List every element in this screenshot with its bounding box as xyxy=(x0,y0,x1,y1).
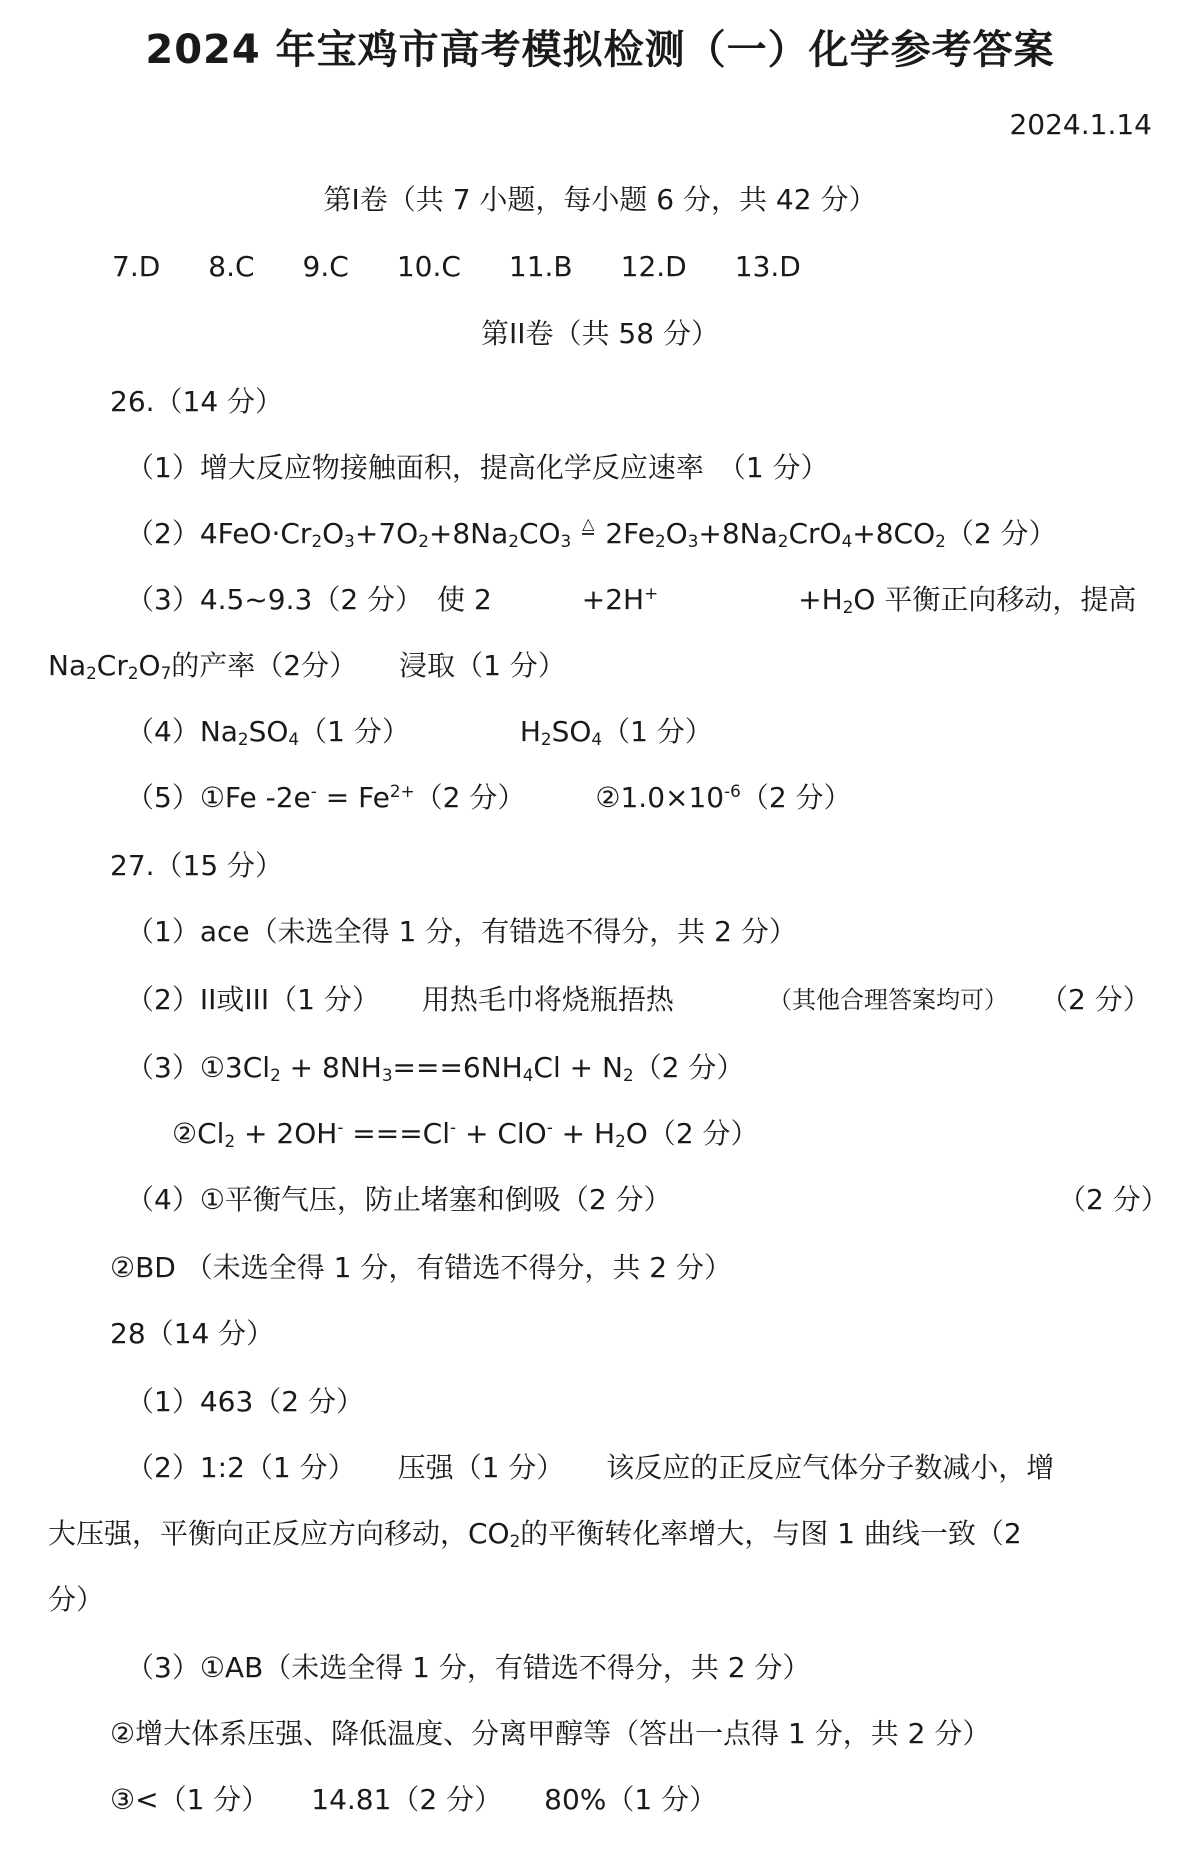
page-title: 2024 年宝鸡市高考模拟检测（一）化学参考答案 xyxy=(145,27,1055,73)
q27-answer-2: （2）II或III（1 分） 用热毛巾将烧瓶捂热 xyxy=(126,983,674,1016)
answer-8: 8.C xyxy=(208,250,255,283)
q27-heading: 27.（15 分） xyxy=(110,849,284,882)
answer-9: 9.C xyxy=(302,250,349,283)
q28-answer-3-1: （3）①AB（未选全得 1 分，有错选不得分，共 2 分） xyxy=(126,1651,811,1684)
answer-13: 13.D xyxy=(734,250,801,283)
q27-answer-2-note: （其他合理答案均可） xyxy=(768,986,1008,1014)
multiple-choice-answers xyxy=(112,250,801,283)
answer-10: 10.C xyxy=(396,250,461,283)
part2-heading: 第II卷（共 58 分） xyxy=(481,317,719,350)
heat-symbol: △ xyxy=(582,514,595,533)
q27-answer-4-1-score: （2 分） xyxy=(1058,1183,1169,1216)
part1-heading: 第I卷（共 7 小题，每小题 6 分，共 42 分） xyxy=(323,183,877,216)
q26-answer-2: $(2)4FeO\cdot Cr_2O_3+7O_2+8Na_2CO_3$ △ $2Fe_2O_3+8Na_2CrO_4+8CO_2(2$ 分） xyxy=(126,514,1057,551)
q27-answer-4-1: （4）①平衡气压，防止堵塞和倒吸（2 分） xyxy=(126,1183,672,1216)
q27-answer-4-2: ②BD （未选全得 1 分，有错选不得分，共 2 分） xyxy=(110,1251,733,1284)
q28-heading: 28（14 分） xyxy=(110,1317,275,1350)
q26-answer-4: $(4)Na_2SO_4(1$ 分） $H_2SO_4(1$ 分） xyxy=(126,715,713,749)
q28-answer-2-line1: （2）1:2（1 分） 压强（1 分） 该反应的正反应气体分子数减小，增 xyxy=(126,1451,1055,1484)
q27-answer-1: （1）ace（未选全得 1 分，有错选不得分，共 2 分） xyxy=(126,915,797,948)
q28-answer-3-3: ③<（1 分） 14.81（2 分） 80%（1 分） xyxy=(110,1783,718,1816)
q26-answer-3-cont: $Na_2Cr_2O_7$的产率（2分） 浸取（1 分） xyxy=(48,649,566,683)
q26-answer-1: （1）增大反应物接触面积，提高化学反应速率 （1 分） xyxy=(126,451,829,484)
q26-answer-3: （3）4.5~9.3（2 分） 使 $2 +2H^+ +H_2O$ 平衡正向移动，提高 xyxy=(126,583,1137,617)
answer-11: 11.B xyxy=(508,250,573,283)
q27-answer-3-1: $(3)①3Cl_2 + 8NH_3===6NH_4Cl + N_2(2$ 分） xyxy=(126,1051,745,1085)
q28-answer-2-line3: 分） xyxy=(48,1583,105,1616)
q28-answer-3-2: ②增大体系压强、降低温度、分离甲醇等（答出一点得 1 分，共 2 分） xyxy=(110,1717,991,1750)
exam-date: 2024.1.14 xyxy=(1009,108,1152,141)
q27-answer-3-2: $②Cl_2 + 2OH^- ===Cl^- + ClO^- + H_2O(2$ 分） xyxy=(172,1117,759,1151)
answer-12: 12.D xyxy=(620,250,687,283)
q28-answer-2-line2: 大压强，平衡向正反应方向移动，$CO_2$的平衡转化率增大，与图 1 曲线一致（2 xyxy=(48,1517,1022,1551)
q26-heading: 26.（14 分） xyxy=(110,385,284,418)
answer-7: 7.D xyxy=(112,250,161,283)
q27-answer-2-score: （2 分） xyxy=(1040,983,1151,1016)
q26-answer-5: （5）①Fe $-2e^- = Fe^{2+}(2$ 分） $②1.0\times 10^{-6}(2$ 分） xyxy=(126,781,852,814)
q28-answer-1: （1）463（2 分） xyxy=(126,1385,364,1418)
